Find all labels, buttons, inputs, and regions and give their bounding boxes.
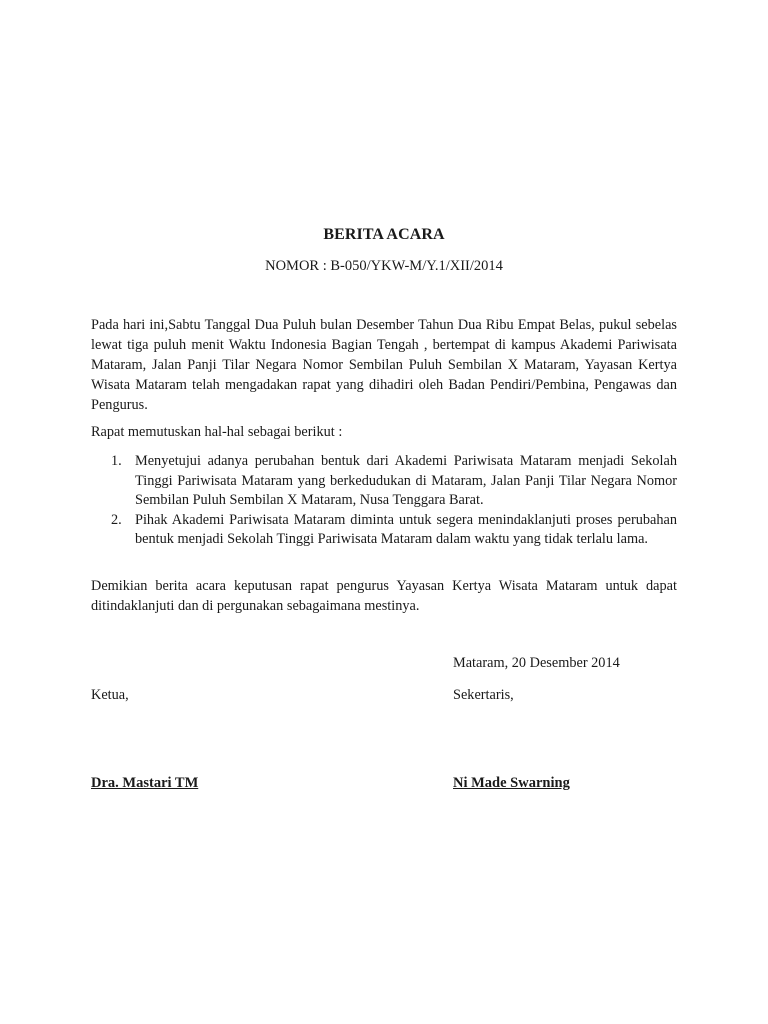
document-title: BERITA ACARA bbox=[323, 226, 445, 243]
list-item-text: Pihak Akademi Pariwisata Mataram diminta untuk segera menindaklanjuti proses perubahan bentuk menjadi Sekolah Tinggi Pariwisata Mataram dalam waktu yang tidak terlalu lama. bbox=[135, 511, 677, 547]
opening-paragraph: Pada hari ini,Sabtu Tanggal Dua Puluh bulan Desember Tahun Dua Ribu Empat Belas, pukul sebelas lewat tiga puluh menit Waktu Indonesia Bagian Tengah , bertempat di kampus Akademi Pariwisata Mataram, Jalan Panji Tilar Negara Nomor Sembilan Puluh Sembilan X Mataram, Yayasan Kertya Wisata Mataram telah mengadakan rapat yang dihadiri oleh Badan Pendiri/Pembina, Pengawas dan Pengurus. bbox=[91, 317, 677, 413]
document-number: NOMOR : B-050/YKW-M/Y.1/XII/2014 bbox=[265, 258, 503, 274]
list-item-text: Menyetujui adanya perubahan bentuk dari Akademi Pariwisata Mataram menjadi Sekolah Tinggi Pariwisata Mataram yang berkedudukan di Mataram, Jalan Panji Tilar Negara Nomor Sembilan Puluh Sembilan X Mataram, Nusa Tenggara Barat. bbox=[135, 453, 677, 508]
chairman-label: Ketua, bbox=[91, 687, 129, 703]
list-item bbox=[91, 452, 677, 511]
list-item-number: 1. bbox=[111, 453, 122, 469]
secretary-name: Ni Made Swarning bbox=[453, 775, 570, 791]
decision-list bbox=[91, 452, 677, 550]
list-item-number: 2. bbox=[111, 511, 122, 528]
closing-paragraph: Demikian berita acara keputusan rapat pengurus Yayasan Kertya Wisata Mataram untuk dapat ditindaklanjuti dan di pergunakan sebagaimana mestinya. bbox=[91, 578, 677, 614]
chairman-name: Dra. Mastari TM bbox=[91, 775, 199, 791]
list-item bbox=[91, 511, 677, 550]
decision-intro: Rapat memutuskan hal-hal sebagai berikut : bbox=[91, 424, 343, 440]
secretary-label: Sekertaris, bbox=[453, 687, 514, 703]
place-date: Mataram, 20 Desember 2014 bbox=[453, 655, 620, 671]
